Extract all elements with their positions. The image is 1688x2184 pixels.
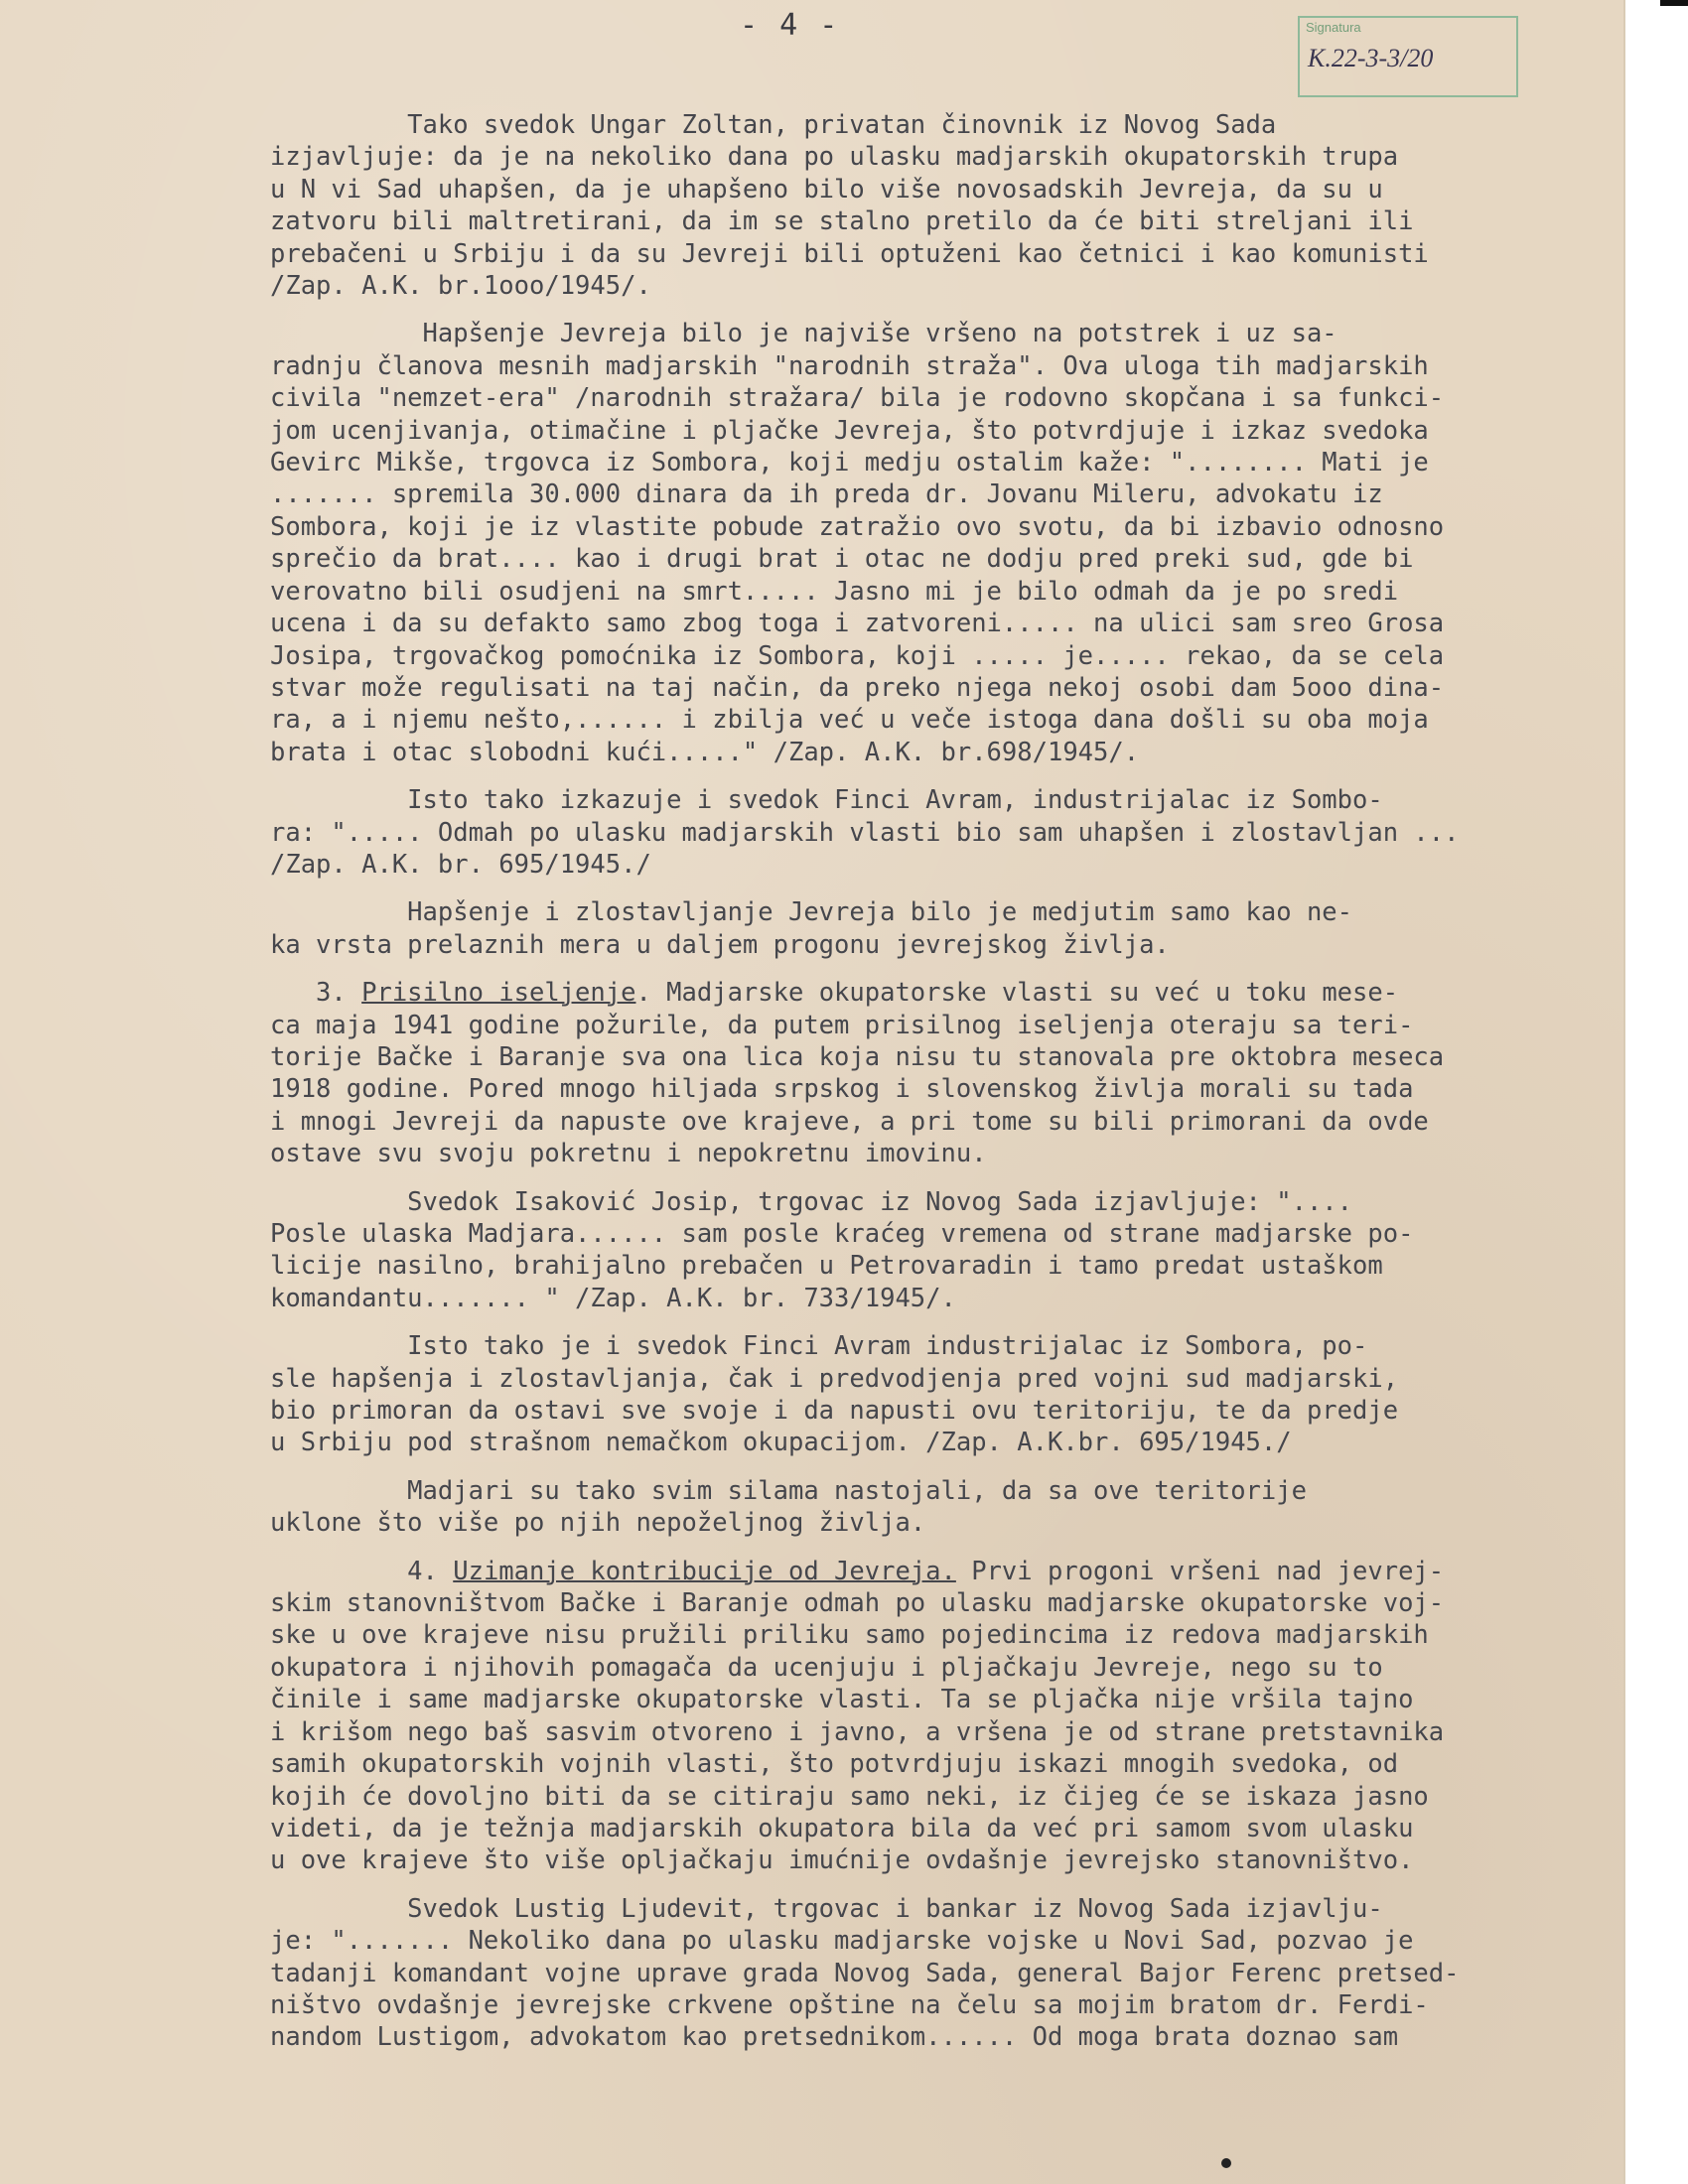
text-line: i krišom nego baš sasvim otvoreno i javno, a vršena je od strane pretstavnika: [270, 1716, 1445, 1747]
text-line: ske u ove krajeve nisu pružili priliku samo pojedincima iz redova madjarskih: [270, 1620, 1429, 1651]
stamp-number: K.22-3-3/20: [1308, 44, 1434, 72]
text-line: Tako svedok Ungar Zoltan, privatan činovnik iz Novog Sada: [270, 110, 1277, 140]
text-line: Svedok Lustig Ljudevit, trgovac i bankar iz Novog Sada izjavlju-: [270, 1893, 1383, 1924]
text-line: ca maja 1941 godine požurile, da putem prisilnog iseljenja oteraju sa teri-: [270, 1010, 1414, 1040]
section-number: 4.: [270, 1556, 454, 1586]
text-line: ucena i da su defakto samo zbog toga i zatvoreni..... na ulici sam sreo Grosa: [270, 609, 1445, 639]
section-number: 3.: [270, 978, 362, 1009]
text-line: okupatora i njihovih pomagača da ucenjuju i pljačkaju Jevreje, nego su to: [270, 1652, 1383, 1683]
stamp-label: Signatura: [1306, 20, 1361, 35]
paragraph: [270, 896, 1620, 961]
text-line: jom ucenjivanja, otimačine i pljačke Jevreja, što potvrdjuje i izkaz svedoka: [270, 415, 1429, 446]
section-heading: Prisilno iseljenje: [361, 978, 636, 1009]
text-line: Svedok Isaković Josip, trgovac iz Novog Sada izjavljuje: "....: [270, 1186, 1353, 1217]
section-paragraph: [270, 1556, 1620, 1877]
paragraph: [270, 1186, 1620, 1315]
ink-dot: [1221, 2158, 1231, 2168]
document-body: [270, 109, 1620, 2070]
text-line: /Zap. A.K. br. 695/1945./: [270, 849, 651, 880]
text-line: stvar može regulisati na taj način, da preko njega nekoj osobi dam 5ooo dina-: [270, 672, 1445, 703]
paragraph: [270, 1475, 1620, 1540]
text-line: činile i same madjarske okupatorske vlasti. Ta se pljačka nije vršila tajno: [270, 1685, 1414, 1715]
text-line: komandantu....... " /Zap. A.K. br. 733/1945/.: [270, 1283, 956, 1313]
text-line: ra, a i njemu nešto,...... i zbilja već u veče istoga dana došli su oba moja: [270, 705, 1429, 736]
text-line: Prvi progoni vršeni nad jevrej-: [955, 1556, 1445, 1586]
text-line: 1918 godine. Pored mnogo hiljada srpskog i slovenskog življa morali su tada: [270, 1074, 1414, 1105]
section-paragraph: [270, 977, 1620, 1169]
text-line: Madjari su tako svim silama nastojali, da sa ove teritorije: [270, 1475, 1307, 1506]
text-line: tadanji komandant vojne uprave grada Novog Sada, general Bajor Ferenc pretsed-: [270, 1958, 1460, 1988]
text-line: samih okupatorskih vojnih vlasti, što potvrdjuju iskazi mnogih svedoka, od: [270, 1749, 1399, 1780]
text-line: u N vi Sad uhapšen, da je uhapšeno bilo više novosadskih Jevreja, da su u: [270, 174, 1383, 205]
text-line: Gevirc Mikše, trgovca iz Sombora, koji medju ostalim kaže: "........ Mati je: [270, 448, 1429, 478]
text-line: u ove krajeve što više opljačkaju imućnije ovdašnje jevrejsko stanovništvo.: [270, 1845, 1414, 1876]
paragraph: [270, 784, 1620, 881]
text-line: Sombora, koji je iz vlastite pobude zatražio ovo svotu, da bi izbavio odnosno: [270, 511, 1445, 542]
text-line: Hapšenje Jevreja bilo je najviše vršeno na potstrek i uz sa-: [270, 319, 1337, 349]
text-line: torije Bačke i Baranje sva ona lica koja nisu tu stanovala pre oktobra meseca: [270, 1041, 1445, 1072]
text-line: brata i otac slobodni kući....." /Zap. A.K. br.698/1945/.: [270, 737, 1140, 767]
text-line: bio primoran da ostavi sve svoje i da napusti ovu teritoriju, te da predje: [270, 1396, 1399, 1427]
text-line: nandom Lustigom, advokatom kao pretsednikom...... Od moga brata doznao sam: [270, 2022, 1399, 2053]
text-line: skim stanovništvom Bačke i Baranje odmah po ulasku madjarske okupatorske voj-: [270, 1588, 1445, 1619]
text-line: u Srbiju pod strašnom nemačkom okupacijom. /Zap. A.K.br. 695/1945./: [270, 1428, 1292, 1458]
section-heading: Uzimanje kontribucije od Jevreja.: [453, 1556, 956, 1586]
paragraph: [270, 318, 1620, 768]
text-line: ka vrsta prelaznih mera u daljem progonu jevrejskog življa.: [270, 929, 1170, 960]
text-line: ....... spremila 30.000 dinara da ih preda dr. Jovanu Mileru, advokatu iz: [270, 479, 1383, 510]
page-number: - 4 -: [740, 8, 840, 43]
text-line: ostave svu svoju pokretnu i nepokretnu imovinu.: [270, 1139, 987, 1169]
text-line: zatvoru bili maltretirani, da im se stalno pretilo da će biti streljani ili: [270, 206, 1414, 237]
paragraph: [270, 1893, 1620, 2054]
text-line: Hapšenje i zlostavljanje Jevreja bilo je medjutim samo kao ne-: [270, 897, 1353, 928]
text-line: Josipa, trgovačkog pomoćnika iz Sombora, koji ..... je..... rekao, da se cela: [270, 640, 1445, 671]
text-line: radnju članova mesnih madjarskih "narodnih straža". Ova uloga tih madjarskih: [270, 350, 1429, 381]
text-line: Isto tako izkazuje i svedok Finci Avram, industrijalac iz Sombo-: [270, 785, 1383, 816]
text-line: kojih će dovoljno biti da se citiraju samo neki, iz čijeg će se iskaza jasno: [270, 1781, 1429, 1812]
archive-stamp: [1298, 16, 1518, 97]
text-line: . Madjarske okupatorske vlasti su već u toku mese-: [635, 978, 1399, 1009]
text-line: Isto tako je i svedok Finci Avram industrijalac iz Sombora, po-: [270, 1331, 1368, 1362]
scan-corner-mark: [1660, 0, 1688, 6]
text-line: civila "nemzet-era" /narodnih stražara/ bila je rodovno skopčana i sa funkci-: [270, 383, 1445, 414]
paragraph: [270, 109, 1620, 302]
text-line: sle hapšenja i zlostavljanja, čak i predvodjenja pred vojni sud madjarski,: [270, 1363, 1399, 1394]
scan-margin: [1623, 0, 1688, 2184]
text-line: ništvo ovdašnje jevrejske crkvene opštine na čelu sa mojim bratom dr. Ferdi-: [270, 1989, 1429, 2020]
text-line: videti, da je težnja madjarskih okupatora bila da već pri samom svom ulasku: [270, 1813, 1414, 1843]
text-line: /Zap. A.K. br.1ooo/1945/.: [270, 271, 651, 302]
text-line: sprečio da brat.... kao i drugi brat i otac ne dodju pred preki sud, gde bi: [270, 544, 1414, 575]
text-line: ra: "..... Odmah po ulasku madjarskih vlasti bio sam uhapšen i zlostavljan ...: [270, 817, 1460, 848]
text-line: izjavljuje: da je na nekoliko dana po ulasku madjarskih okupatorskih trupa: [270, 142, 1399, 173]
text-line: uklone što više po njih nepoželjnog življa.: [270, 1508, 926, 1539]
text-line: Posle ulaska Madjara...... sam posle kraćeg vremena od strane madjarske po-: [270, 1219, 1414, 1249]
paragraph: [270, 1330, 1620, 1459]
text-line: i mnogi Jevreji da napuste ove krajeve, a pri tome su bili primorani da ovde: [270, 1106, 1429, 1137]
text-line: prebačeni u Srbiju i da su Jevreji bili optuženi kao četnici i kao komunisti: [270, 238, 1429, 269]
text-line: licije nasilno, brahijalno prebačen u Petrovaradin i tamo predat ustaškom: [270, 1251, 1383, 1282]
text-line: je: "....... Nekoliko dana po ulasku madjarske vojske u Novi Sad, pozvao je: [270, 1926, 1414, 1957]
text-line: verovatno bili osudjeni na smrt..... Jasno mi je bilo odmah da je po sredi: [270, 576, 1399, 607]
